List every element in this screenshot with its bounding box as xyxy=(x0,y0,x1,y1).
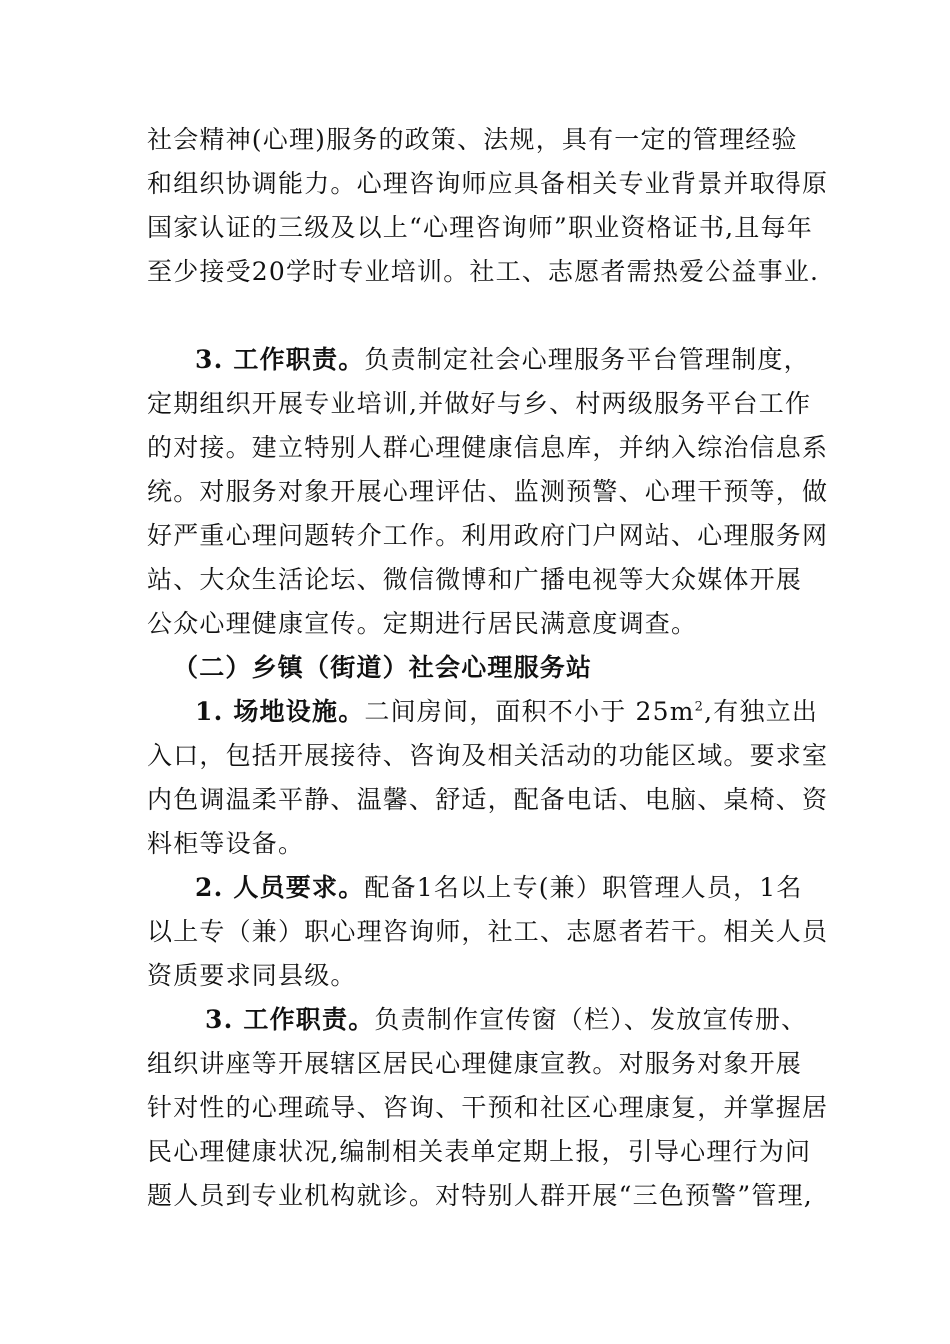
p2-line-4: 统。对服务对象开展心理评估、监测预警、心理干预等，做 xyxy=(147,477,829,506)
p1-line-2: 和组织协调能力。心理咨询师应具备相关专业背景并取得原 xyxy=(147,169,829,198)
p2-first-rest: 负责制定社会心理服务平台管理制度， xyxy=(364,345,810,374)
p2-first-line xyxy=(195,338,817,382)
p4-line-3: 资质要求同县级。 xyxy=(147,961,357,990)
p2-line-7: 公众心理健康宣传。定期进行居民满意度调查。 xyxy=(147,609,698,638)
p5-first-line xyxy=(205,998,817,1042)
p1-line-3: 国家认证的三级及以上“心理咨询师”职业资格证书,且每年 xyxy=(147,213,813,242)
p3-first-rest-b: ,有独立出 xyxy=(704,697,819,726)
p1-line-1: 社会精神(心理)服务的政策、法规，具有一定的管理经验 xyxy=(147,125,798,154)
p3-first-rest-a: 二间房间，面积不小于 25m xyxy=(364,697,695,726)
p5-line-4: 民心理健康状况,编制相关表单定期上报，引导心理行为问 xyxy=(147,1137,812,1166)
p2-line-3: 的对接。建立特别人群心理健康信息库，并纳入综治信息系 xyxy=(147,433,829,462)
p5-heading: 3. 工作职责。 xyxy=(205,1005,375,1034)
p5-line-2: 组织讲座等开展辖区居民心理健康宣教。对服务对象开展 xyxy=(147,1049,803,1078)
p2-line-6: 站、大众生活论坛、微信微博和广播电视等大众媒体开展 xyxy=(147,565,803,594)
p5-line-5: 题人员到专业机构就诊。对特别人群开展“三色预警”管理, xyxy=(147,1181,813,1210)
p5-first-rest: 负责制作宣传窗（栏）、发放宣传册、 xyxy=(374,1005,808,1034)
p2-line-5: 好严重心理问题转介工作。利用政府门户网站、心理服务网 xyxy=(147,521,829,550)
p1-line-4: 至少接受20学时专业培训。社工、志愿者需热爱公益事业. xyxy=(147,257,820,286)
p2-heading: 3. 工作职责。 xyxy=(195,345,365,374)
p4-first-rest: 配备1名以上专(兼）职管理人员，1名 xyxy=(364,873,803,902)
p5-line-3: 针对性的心理疏导、咨询、干预和社区心理康复，并掌握居 xyxy=(147,1093,829,1122)
p4-first-line xyxy=(195,866,817,910)
p3-superscript: 2 xyxy=(694,699,705,715)
p3-line-2: 入口，包括开展接待、咨询及相关活动的功能区域。要求室 xyxy=(147,741,829,770)
p3-line-3: 内色调温柔平静、温馨、舒适，配备电话、电脑、桌椅、资 xyxy=(147,785,829,814)
p3-line-4: 料柜等设备。 xyxy=(147,829,305,858)
p2-line-2: 定期组织开展专业培训,并做好与乡、村两级服务平台工作 xyxy=(147,389,812,418)
p4-line-2: 以上专（兼）职心理咨询师，社工、志愿者若干。相关人员 xyxy=(147,917,829,946)
section-heading: （二）乡镇（街道）社会心理服务站 xyxy=(173,653,593,682)
p4-heading: 2. 人员要求。 xyxy=(195,873,365,902)
p3-heading: 1. 场地设施。 xyxy=(195,697,365,726)
p3-first-line xyxy=(195,690,817,734)
